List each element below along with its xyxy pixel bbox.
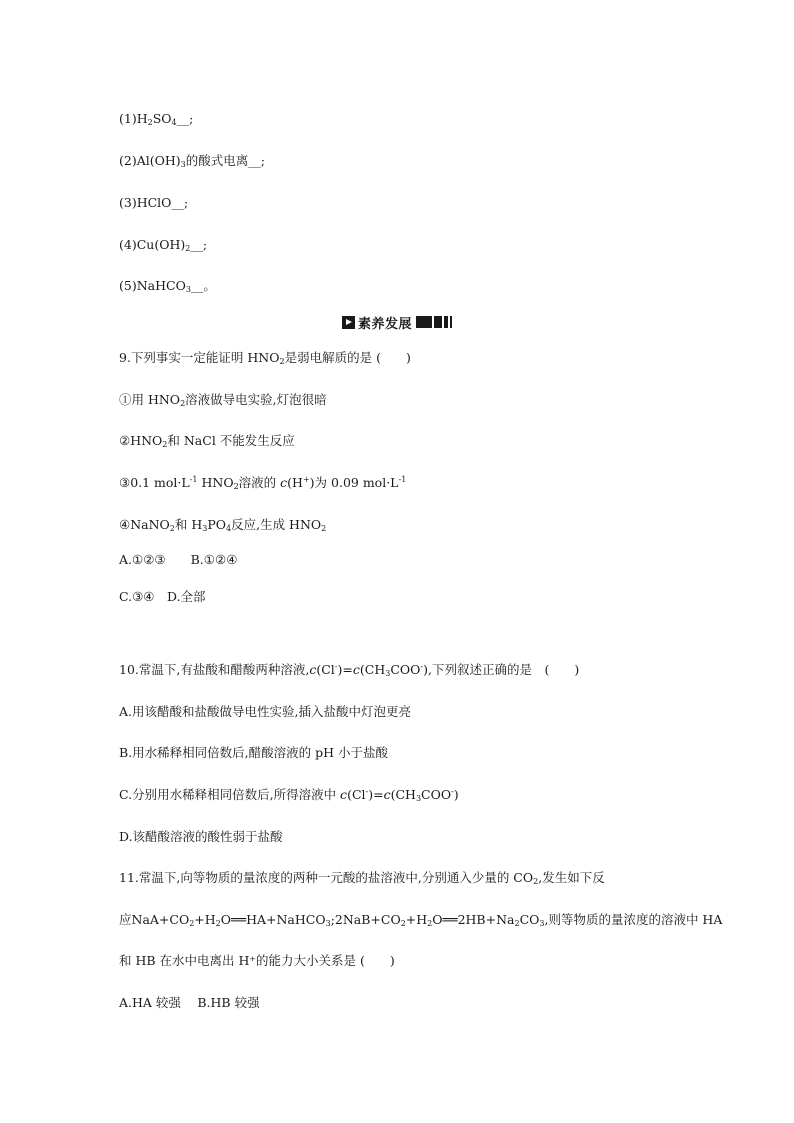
q11-stem-line-3: 和 HB 在水中电离出 H⁺的能力大小关系是 ( ) [119, 953, 395, 968]
q10-option-a: A.用该醋酸和盐酸做导电性实验,插入盐酸中灯泡更亮 [119, 704, 411, 719]
q8-item-3: (3)HClO__; [119, 195, 189, 210]
section-title: 素养发展 [358, 316, 413, 332]
q8-item-4: $(4)Cu(OH)_2\_\_$; [119, 237, 208, 253]
q9-statement-3: ③0.1 $mol\cdot L^{-1}$ $HNO_2$溶液的 c(H+)为 0.09 $mol\cdot L^{-1}$ [119, 475, 407, 491]
q9-statement-2: $②HNO_2$和 NaCl 不能发生反应 [119, 433, 295, 449]
q11-stem-line-2: 应$NaA+CO_2+H_2O══HA+NaHCO_3;2NaB+CO_2+H_2O══2HB+Na_2CO_3$,则等物质的量浓度的溶液中 HA [119, 912, 723, 928]
play-icon [342, 316, 355, 329]
q9-stem: 9.下列事实一定能证明 $HNO_2$是弱电解质的是 ( ) [119, 350, 411, 366]
section-header [342, 313, 454, 331]
q10-stem: 10.常温下,有盐酸和醋酸两种溶液$,c(Cl^-)=c(CH_3COO^-)$,下列叙述正确的是 ( ) [119, 662, 580, 678]
q11-stem-line-1: 11.常温下,向等物质的量浓度的两种一元酸的盐溶液中,分别通入少量的 $CO_2$,发生如下反 [119, 870, 605, 886]
q11-options: A.HA 较强 B.HB 较强 [119, 995, 260, 1010]
q8-item-1: $(1)H_2SO_4\_\_$; [119, 111, 194, 127]
q9-statement-1: ①用 $HNO_2$溶液做导电实验,灯泡很暗 [119, 392, 327, 408]
q9-options-ab: A.①②③ B.①②④ [119, 552, 238, 567]
q10-option-b: B.用水稀释相同倍数后,醋酸溶液的 pH 小于盐酸 [119, 745, 388, 760]
q8-item-2: $(2)Al(OH)_3$的酸式电离__; [119, 153, 265, 169]
q10-option-c: C.分别用水稀释相同倍数后,所得溶液中 $c(Cl^-)=c(CH_3COO^-)$ [119, 787, 459, 803]
q8-item-5: (5)NaHCO$_3$__。 [119, 278, 216, 294]
q10-option-d: D.该醋酸溶液的酸性弱于盐酸 [119, 829, 283, 844]
q9-options-cd: C.③④ D.全部 [119, 589, 206, 604]
section-decor-bar [416, 316, 454, 328]
q9-statement-4: ④NaNO$_2$和 $H_3PO_4$反应,生成 $HNO_2$ [119, 517, 327, 533]
